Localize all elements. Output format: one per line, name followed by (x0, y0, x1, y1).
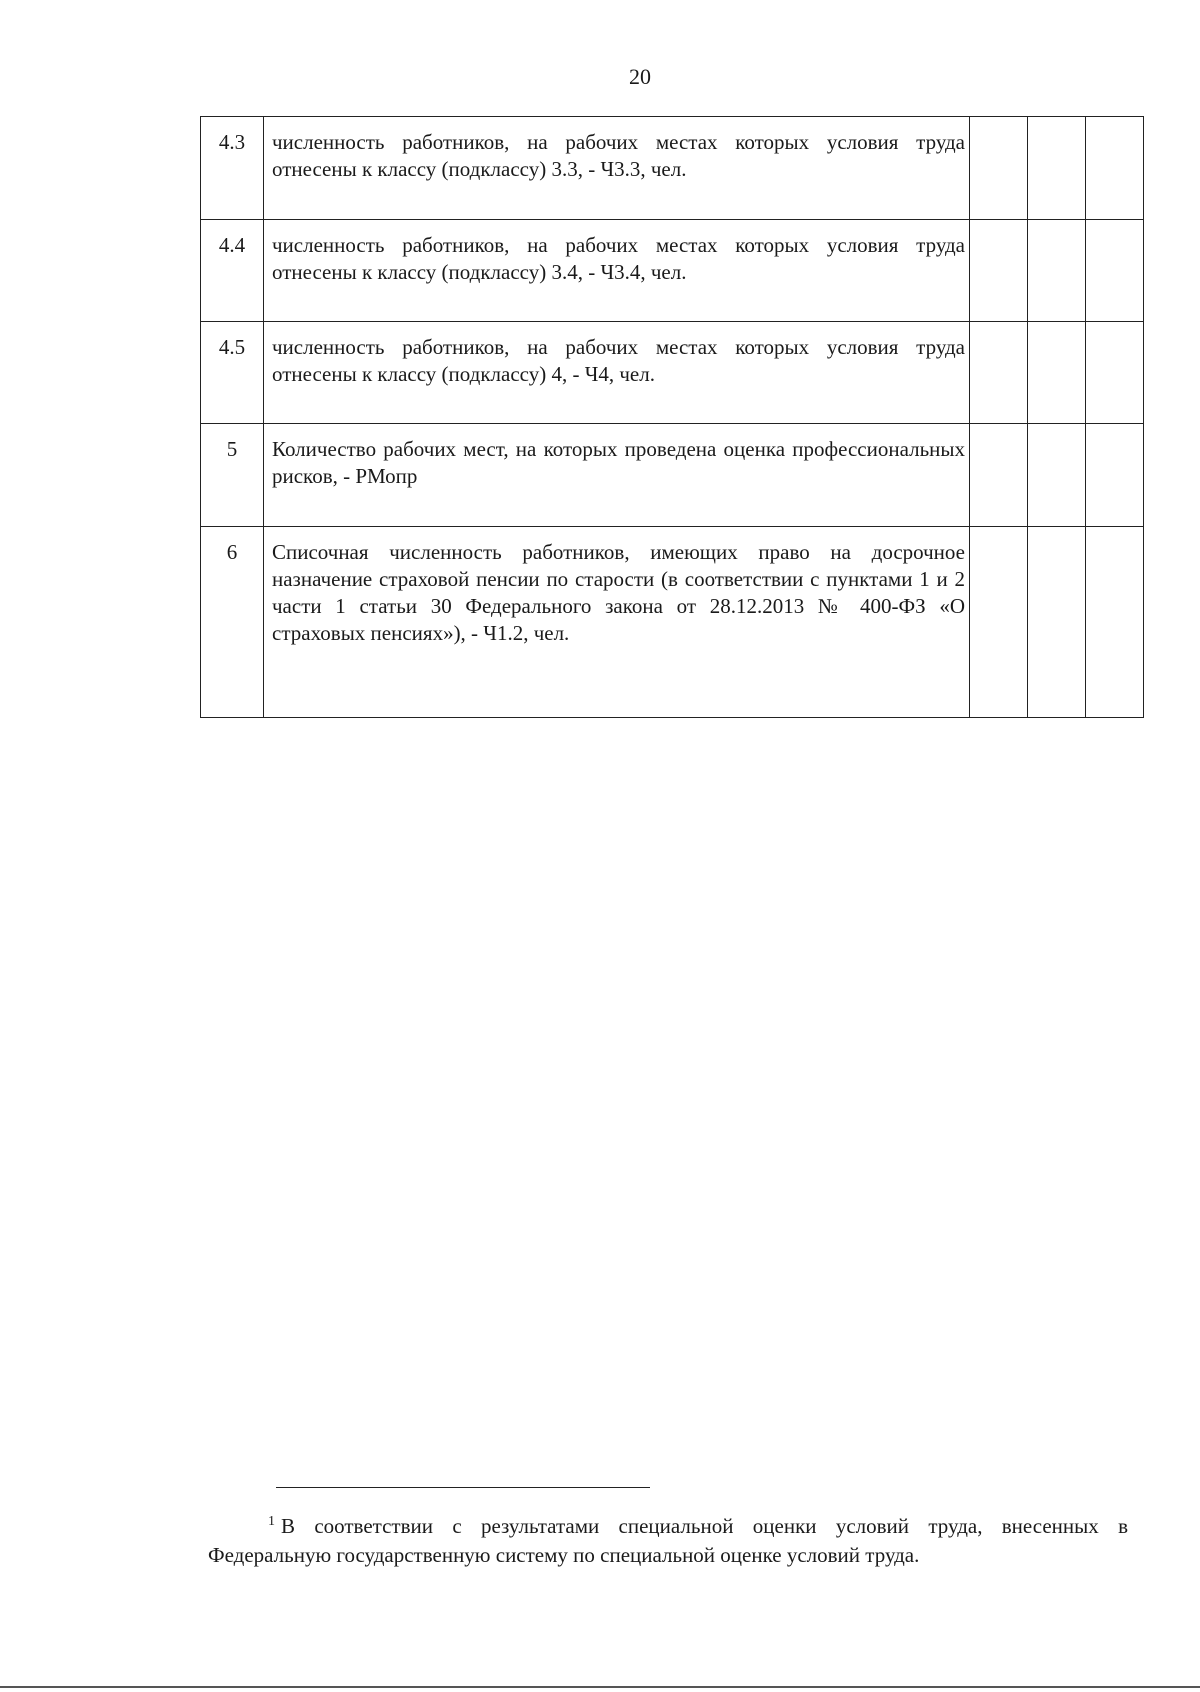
table-row (201, 322, 1144, 424)
value-cell (1028, 117, 1086, 220)
value-cell (970, 424, 1028, 527)
value-cell (1028, 322, 1086, 424)
table-row (201, 527, 1144, 718)
value-cell (1086, 117, 1144, 220)
row-number: 4.3 (201, 117, 264, 220)
row-number: 4.5 (201, 322, 264, 424)
row-description: Количество рабочих мест, на которых проведена оценка профессиональных рисков, - РМопр (264, 424, 970, 527)
table-row (201, 424, 1144, 527)
row-description: численность работников, на рабочих местах которых условия труда отнесены к классу (подклассу) 3.3, - Ч3.3, чел. (264, 117, 970, 220)
value-cell (970, 322, 1028, 424)
footnote-marker: 1 (268, 1514, 275, 1529)
value-cell (970, 220, 1028, 322)
value-cell (1086, 424, 1144, 527)
footnote (208, 1512, 1128, 1570)
value-cell (1086, 527, 1144, 718)
footnote-text: В соответствии с результатами специальной оценки условий труда, внесенных в Федеральную государственную систему по специальной оценке условий труда. (208, 1514, 1128, 1567)
report-table (200, 116, 1144, 718)
row-description: численность работников, на рабочих местах которых условия труда отнесены к классу (подклассу) 4, - Ч4, чел. (264, 322, 970, 424)
row-number: 6 (201, 527, 264, 718)
table-row (201, 117, 1144, 220)
row-description: Списочная численность работников, имеющих право на досрочное назначение страховой пенсии по старости (в соответствии с пунктами 1 и 2 части 1 статьи 30 Федерального закона от 28.12.2013 № 400-ФЗ «О страховых пенсиях»), - Ч1.2, чел. (264, 527, 970, 718)
table-row (201, 220, 1144, 322)
row-number: 4.4 (201, 220, 264, 322)
value-cell (970, 527, 1028, 718)
row-description: численность работников, на рабочих местах которых условия труда отнесены к классу (подклассу) 3.4, - Ч3.4, чел. (264, 220, 970, 322)
row-number: 5 (201, 424, 264, 527)
scan-edge-line (0, 1686, 1200, 1688)
value-cell (970, 117, 1028, 220)
value-cell (1028, 220, 1086, 322)
value-cell (1086, 220, 1144, 322)
value-cell (1028, 424, 1086, 527)
footnote-divider (276, 1487, 650, 1488)
value-cell (1028, 527, 1086, 718)
page-number: 20 (629, 64, 651, 89)
value-cell (1086, 322, 1144, 424)
